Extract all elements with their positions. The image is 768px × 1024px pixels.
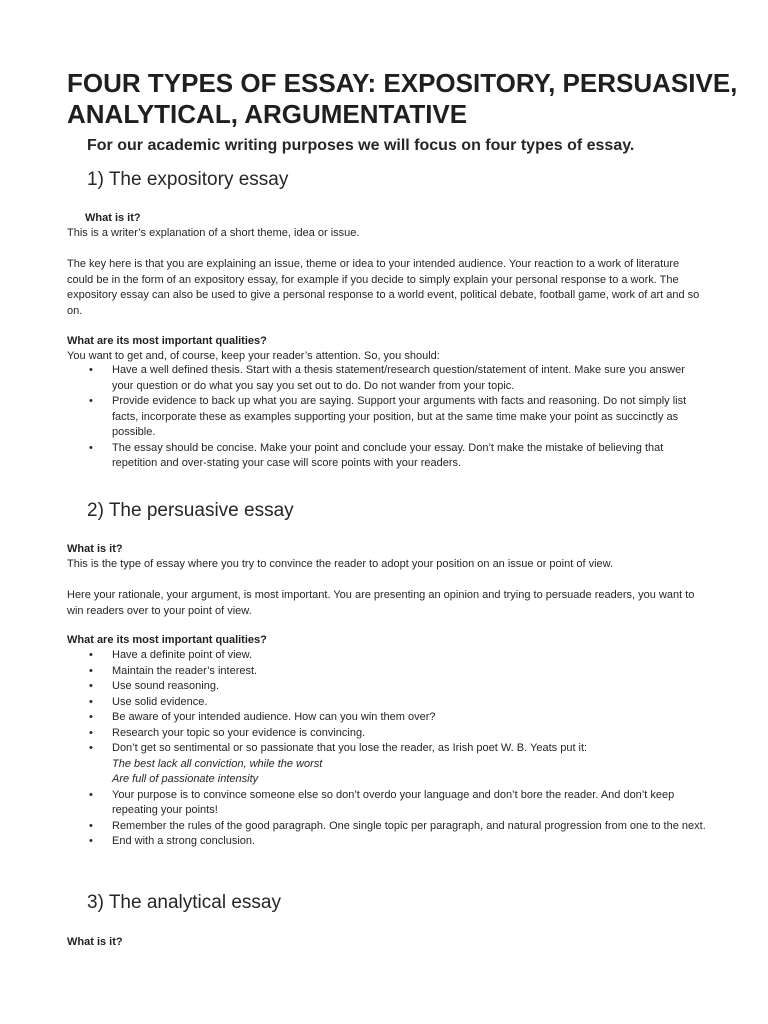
paragraph-qualities-intro: You want to get and, of course, keep your reader’s attention. So, you should:	[67, 350, 440, 362]
section-heading-persuasive: 2) The persuasive essay	[87, 500, 294, 521]
bullet-icon: •	[89, 364, 93, 376]
page-title: FOUR TYPES OF ESSAY: EXPOSITORY, PERSUASIVE, ANALYTICAL, ARGUMENTATIVE	[67, 68, 738, 129]
bullet-icon: •	[89, 664, 93, 677]
bullet-icon: •	[89, 711, 93, 723]
bullet-icon: •	[89, 680, 93, 692]
list-item: • End with a strong conclusion.	[67, 834, 707, 850]
list-item: • Have a well defined thesis. Start with a thesis statement/research question/statement of intent. Make sure you answer your question or do what you say you set out to do. Do not wander from your topic.	[89, 364, 685, 392]
bullet-icon: •	[89, 726, 93, 739]
quote-line: Are full of passionate intensity	[112, 773, 259, 785]
question-what-is-it: What is it?	[67, 936, 123, 948]
list-item: • Research your topic so your evidence is convincing.	[67, 726, 707, 742]
qualities-list	[67, 648, 707, 850]
list-item: • Use sound reasoning.	[67, 679, 707, 695]
list-item: • Your purpose is to convince someone else so don’t overdo your language and don’t bore the reader. And don’t keep repeating your points!	[89, 788, 675, 816]
list-item: • Provide evidence to back up what you are saying. Support your arguments with facts and reasoning. Do not simply list facts, incorporate these as examples supporting your position, but at the same time make your point as succinctly as possible.	[89, 395, 687, 438]
list-item: • Don’t get so sentimental or so passionate that you lose the reader, as Irish poet W. B. Yeats put it: The best lack all conviction, while the worst Are full of passionate intensity	[67, 741, 707, 788]
bullet-icon: •	[89, 395, 93, 407]
bullet-icon: •	[89, 742, 93, 754]
paragraph-definition: This is the type of essay where you try to convince the reader to adopt your position on an issue or point of view.	[67, 558, 614, 570]
list-item: • Use solid evidence.	[67, 695, 707, 711]
bullet-icon: •	[89, 649, 93, 661]
qualities-list	[67, 363, 707, 472]
bullet-icon: •	[89, 788, 93, 801]
list-item: • Be aware of your intended audience. How can you win them over?	[67, 710, 707, 726]
bullet-icon: •	[89, 695, 93, 708]
bullet-icon: •	[89, 835, 93, 847]
section-heading-expository: 1) The expository essay	[87, 169, 289, 190]
intro-text: For our academic writing purposes we will focus on four types of essay.	[87, 137, 635, 154]
list-item: • Have a definite point of view.	[67, 648, 707, 664]
paragraph-definition: This is a writer’s explanation of a short theme, idea or issue.	[67, 227, 360, 239]
bullet-icon: •	[89, 441, 93, 454]
paragraph-explanation: Here your rationale, your argument, is most important. You are presenting an opinion and trying to persuade readers, you want to win readers over to your point of view.	[67, 589, 695, 617]
paragraph-explanation: The key here is that you are explaining an issue, theme or idea to your intended audience. Your reaction to a work of literature could be in the form of an expository essay, for example if you decide to simply explain your personal response to a work. The expository essay can also be used to give a personal response to a world event, political debate, football game, work of art and so on.	[67, 258, 700, 317]
list-item: • Remember the rules of the good paragraph. One single topic per paragraph, and natural progression from one to the next.	[67, 819, 707, 835]
list-item: • The essay should be concise. Make your point and conclude your essay. Don’t make the mistake of believing that repetition and over-stating your case will score points with your readers.	[89, 441, 664, 469]
bullet-icon: •	[89, 819, 93, 832]
question-qualities: What are its most important qualities?	[67, 335, 267, 347]
quote-line: The best lack all conviction, while the worst	[112, 757, 323, 770]
list-item: • Maintain the reader’s interest.	[67, 664, 707, 680]
question-qualities: What are its most important qualities?	[67, 634, 267, 646]
section-heading-analytical: 3) The analytical essay	[87, 892, 281, 913]
question-what-is-it: What is it?	[85, 212, 141, 224]
question-what-is-it: What is it?	[67, 543, 123, 555]
